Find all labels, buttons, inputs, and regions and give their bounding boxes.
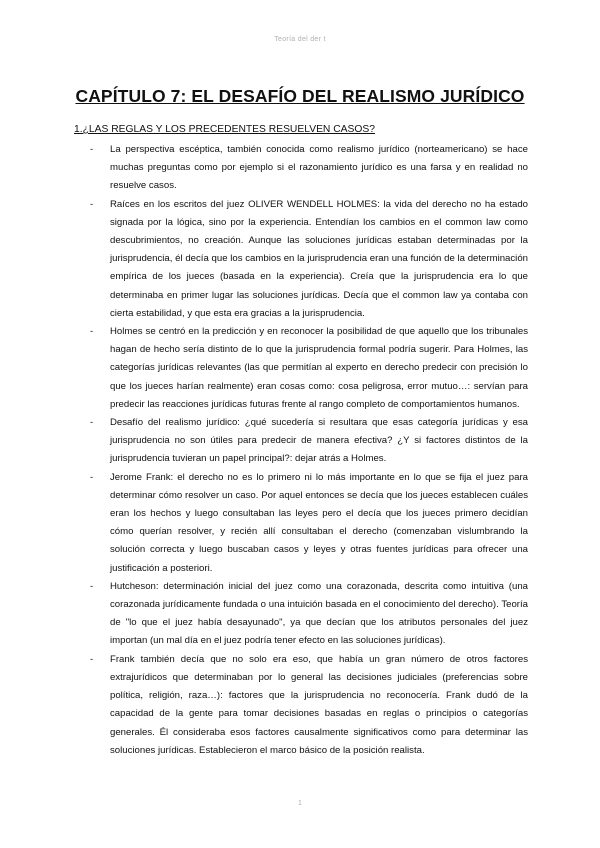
- list-item-text: Raíces en los escritos del juez OLIVER WENDELL HOLMES: la vida del derecho no ha estado signada por la lógica, sino por la experiencia. Entendían los cambios en el common law como descubrimientos, no creación. Aunque las soluciones jurídicas estaban determinadas por la jurisprudencia, él decía que los cambios en la jurisprudencia eran una función de la determinación empírica de los jueces (basada en la experiencia). Creía que la jurisprudencia era lo que determinaba en primer lugar las soluciones jurídicas. Decía que el common law ya contaba con cierta estabilidad, y que esta era gracias a la jurisprudencia.: [110, 198, 528, 319]
- list-item: [90, 469, 528, 578]
- list-item-text: Desafío del realismo jurídico: ¿qué sucedería si resultara que esas categoría jurídicas y esa jurisprudencia no son útiles para predecir de manera efectiva? ¿Y si factores distintos de la jurisprudencia tuvieran un papel principal?: dejar atrás a Holmes.: [110, 417, 528, 465]
- list-item-text: Frank también decía que no solo era eso, que había un gran número de otros factores extrajurídicos que determinaban por lo general las decisiones judiciales (preferencias sobre política, religión, raza…): factores que la jurisprudencia no reconocería. Frank dudó de la capacidad de la gente para tomar decisiones basadas en reglas o principios o categorías generales. Él consideraba esos factores causalmente significativos como para determinar las soluciones jurídicas. Establecieron el marco básico de la posición realista.: [110, 653, 528, 756]
- bullet-dash: -: [90, 653, 94, 665]
- list-item: [90, 196, 528, 323]
- bullet-dash: -: [90, 471, 94, 483]
- list-item: [90, 651, 528, 760]
- section-heading: 1.¿LAS REGLAS Y LOS PRECEDENTES RESUELVEN CASOS?: [74, 124, 376, 135]
- list-item: [90, 414, 528, 469]
- bullet-dash: -: [90, 326, 94, 338]
- list-item-text: Hutcheson: determinación inicial del juez como una corazonada, descrita como intuitiva (una corazonada jurídicamente fundada o una intuición basada en el conocimiento del derecho). Teoría de "lo que el juez había desayunado", ya que decían que los atributos personales del juez importan (un mal día en el juez podría tener efecto en las soluciones jurídicas).: [110, 580, 528, 647]
- list-item: [90, 323, 528, 414]
- page-number: 1: [298, 800, 302, 807]
- bullet-dash: -: [90, 144, 94, 155]
- bullet-list: [0, 141, 528, 760]
- bullet-dash: -: [90, 198, 94, 210]
- list-item: [90, 578, 528, 651]
- chapter-title: CAPÍTULO 7: EL DESAFÍO DEL REALISMO JURÍDICO: [75, 86, 525, 106]
- bullet-dash: -: [90, 580, 94, 592]
- list-item: [90, 141, 528, 196]
- page-header: Teoría del der t: [274, 36, 326, 43]
- list-item-text: La perspectiva escéptica, también conocida como realismo jurídico (norteamericano) se hace muchas preguntas como por ejemplo si el razonamiento jurídico es una farsa y en realidad no resuelve casos.: [110, 144, 528, 192]
- list-item-text: Holmes se centró en la predicción y en reconocer la posibilidad de que aquello que los tribunales hagan de hecho sería distinto de lo que la jurisprudencia formal podría sugerir. Para Holmes, las categorías jurídicas relevantes (las que permitían al experto en derecho predecir con precisión lo que los jueces harían realmente) eran cosas como: cosa peligrosa, error mutuo…: servían para predecir las reacciones jurídicas futuras frente al rango completo de comportamientos humanos.: [110, 326, 528, 410]
- bullet-dash: -: [90, 417, 94, 429]
- list-item-text: Jerome Frank: el derecho no es lo primero ni lo más importante en lo que se fija el juez para determinar cómo resolver un caso. Por aquel entonces se decía que los jueces establecen cuáles eran los hechos y luego consultaban las leyes pero el decía que los jueces primero decidían cómo querían resolver, y recién allí consultaban el derecho (comenzaban vislumbrando la solución correcta y luego buscaban casos y leyes y otras fuentes jurídicas para ofrecer una justificación a posteriori.: [110, 471, 528, 574]
